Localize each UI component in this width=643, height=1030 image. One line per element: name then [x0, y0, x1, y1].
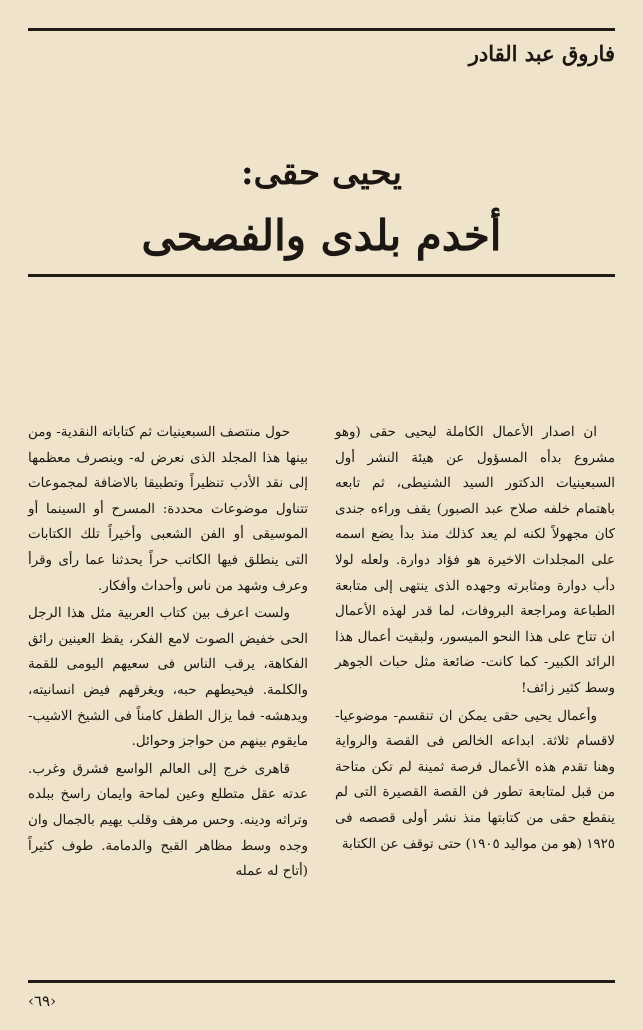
- paragraph: ولست اعرف بين كتاب العربية مثل هذا الرجل الحى خفيض الصوت لامع الفكر، يقظ العينين رائق الفكاهة، يرقب الناس فى سعيهم اليومى للقمة والكلمة. فيحيطهم حبه، ويغرقهم فيض انسانيته، ويدهشه- فما يزال الطفل كامناً فى الشيخ الاشيب- مايقوم بينهم من حواجز وحوائل.: [28, 606, 308, 750]
- right-column: [335, 420, 615, 857]
- title-line-2: أخدم بلدى والفصحى: [141, 211, 502, 260]
- author-name: فاروق عبد القادر: [468, 41, 615, 66]
- top-rule: [28, 28, 615, 31]
- paragraph: قاهرى خرج إلى العالم الواسع فشرق وغرب. عدته عقل متطلع وعين لماحة وايمان راسخ ببلده وتراثه ودينه. وحس مرهف وقلب يهيم بالجمال وان وجده وسط مظاهر القبح والدمامة. طوف كثيراً (أتاح له عمله: [28, 761, 308, 880]
- paragraph: ان اصدار الأعمال الكاملة ليحيى حقى (وهو مشروع بدأه المسؤول عن هيئة النشر أول السبعينيات الدكتور السيد الشنيطى، ثم تابعه باهتمام خلفه صلاح عبد الصبور) يقف وراءه جندى كان مجهولاً لكنه لم يعد كذلك منذ بدأ يضع اسمه على المجلدات الاخيرة هو فؤاد دوارة. ولعله لولا دأب دوارة ومثابرته وجهده الذى ينتهى إلى متابعة الطباعة ومراجعة البروفات، لما قدر لهذه الأعمال ان تتاح على هذا النحو الميسور، ولبقيت أعمال هذا الرائد الكبير- كما كانت- ضائعة مثل حبات الجوهر وسط كثير زائف!: [335, 425, 615, 696]
- paragraph: وأعمال يحيى حقى يمكن ان تنقسم- موضوعيا- لاقسام ثلاثة. ابداعه الخالص فى القصة والرواية وهنا تقدم هذه الأعمال فرصة ثمينة لم تكن متاحة من قبل لمتابعة تطور فن القصة القصيرة التى لم ينقطع حقى من كتابتها منذ نشر أولى قصصه فى ١٩٢٥ (هو من مواليد ١٩٠٥) حتى توقف عن الكتابة: [335, 708, 615, 852]
- bottom-rule: [28, 980, 615, 983]
- title-line-1: يحيى حقى:: [241, 153, 402, 193]
- paragraph: حول منتصف السبعينيات ثم كتاباته النقدية- ومن بينها هذا المجلد الذى نعرض له- وينصرف معظمها إلى نقد الأدب تنظيراً وتطبيقا بالاضافة لمجموعات تتناول موضوعات محددة: المسرح أو السينما أو الموسيقى أو الفن الشعبى وأخيراً تلك الكتابات التى ينطلق فيها الكاتب حراً يحدثنا عما رأى وقرأ وعرف وشهد من ناس وأحداث وأفكار.: [28, 425, 308, 594]
- left-column: [28, 420, 308, 885]
- page-number: ‹٦٩›: [28, 992, 57, 1010]
- article-title: [28, 150, 615, 266]
- title-divider: [28, 274, 615, 277]
